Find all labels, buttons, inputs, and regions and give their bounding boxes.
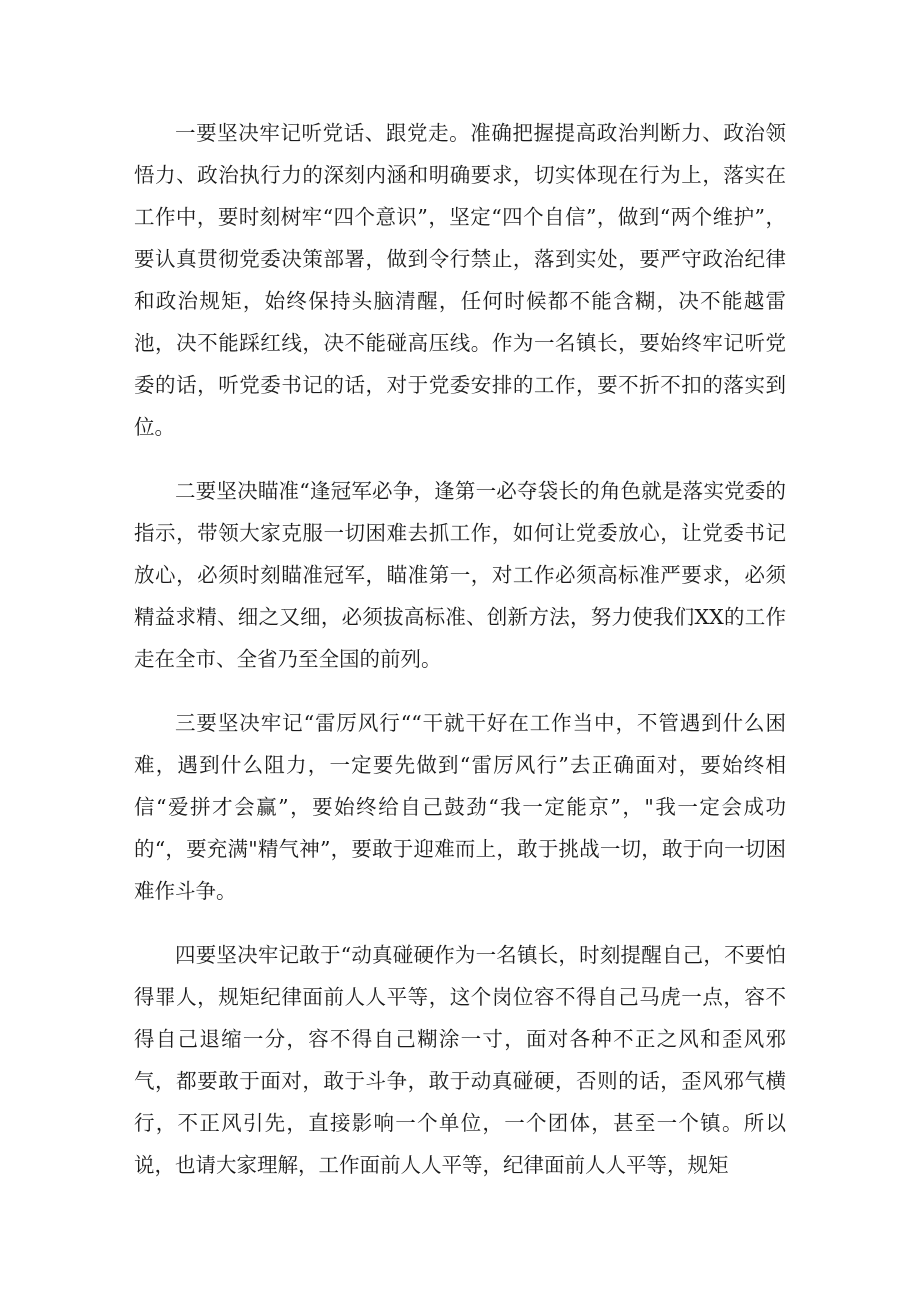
paragraph-3: 三要坚决牢记“雷厉风行““干就干好在工作当中，不管遇到什么困难，遇到什么阻力，一定要先做到“雷厉风行”去正确面对，要始终相信“爱拼才会赢”，要始终给自己鼓劲“我一定能京”，"我一定会成功的“，要充满"精气神”，要敢于迎难而上，敢于挑战一切，敢于向一切困难作斗争。 <box>134 711 786 903</box>
paragraph-4: 四要坚决牢记敢于“动真碰硬作为一名镇长，时刻提醒自己，不要怕得罪人，规矩纪律面前人人平等，这个岗位容不得自己马虎一点，容不得自己退缩一分，容不得自己糊涂一寸，面对各种不正之风和歪风邪气，都要敢于面对，敢于斗争，敢于动真碰硬，否则的话，歪风邪气横行，不正风引先，直接影响一个单位，一个团体，甚至一个镇。所以说，也请大家理解，工作面前人人平等，纪律面前人人平等，规矩 <box>134 943 786 1177</box>
paragraph-1: 一要坚决牢记听党话、跟党走。准确把握提高政治判断力、政治领悟力、政治执行力的深刻内涵和明确要求，切实体现在行为上，落实在工作中，要时刻树牢“四个意识”，坚定“四个自信”，做到“两个维护”，要认真贯彻党委决策部署，做到令行禁止，落到实处，要严守政治纪律和政治规矩，始终保持头脑清醒，任何时候都不能含糊，决不能越雷池，决不能踩红线，决不能碰高压线。作为一名镇长，要始终牢记听党委的话，听党委书记的话，对于党委安排的工作，要不折不扣的落实到位。 <box>134 121 786 439</box>
document-body <box>134 112 786 1186</box>
paragraph-2: 二要坚决瞄准“逢冠军必争，逢第一必夺袋长的角色就是落实党委的指示，带领大家克服一切困难去抓工作，如何让党委放心，让党委书记放心，必须时刻瞄准冠军，瞄准第一，对工作必须高标准严要求，必须精益求精、细之又细，必须拔高标准、创新方法，努力使我们XX的工作走在全市、全省乃至全国的前列。 <box>134 479 786 671</box>
